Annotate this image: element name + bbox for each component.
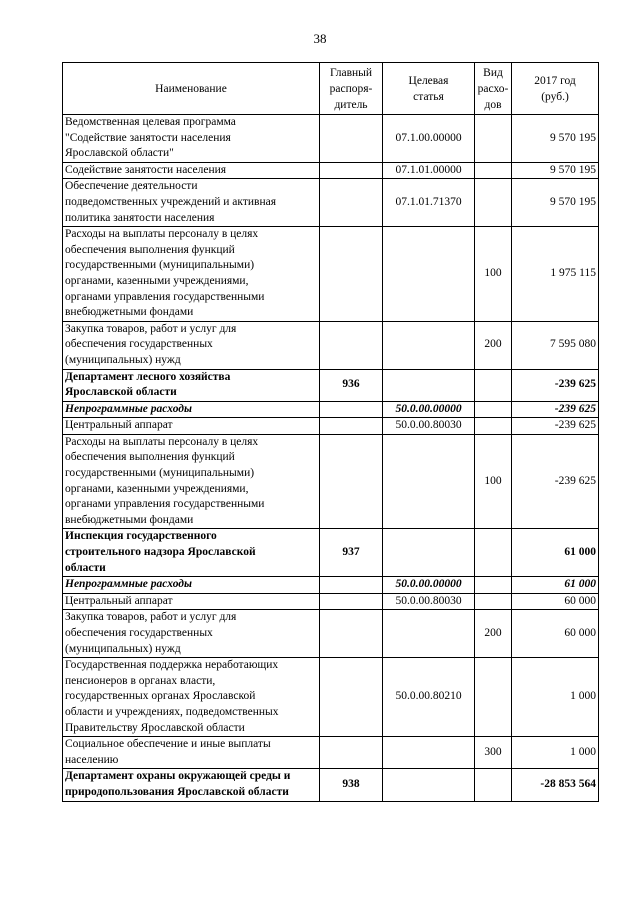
- amount-cell: 61 000: [512, 529, 599, 577]
- name-cell: Непрограммные расходы: [63, 577, 320, 594]
- budget-table: [62, 62, 599, 802]
- table-row: [63, 577, 599, 594]
- ga-cell: 937: [320, 529, 383, 577]
- vr-cell: [475, 769, 512, 801]
- table-body: [63, 115, 599, 802]
- amount-cell: 61 000: [512, 577, 599, 594]
- cs-cell: 07.1.01.00000: [383, 162, 475, 179]
- cs-cell: 07.1.01.71370: [383, 179, 475, 227]
- amount-cell: 1 000: [512, 737, 599, 769]
- ga-cell: [320, 227, 383, 322]
- table-row: [63, 434, 599, 529]
- cs-cell: 50.0.00.00000: [383, 577, 475, 594]
- table-row: [63, 115, 599, 163]
- name-cell: Расходы на выплаты персоналу в целях обеспечения выполнения функций государственными (муниципальными) органами, казенными учреждениями, органами управления государственными внебюджетными фондами: [63, 434, 320, 529]
- header-ga: Главный распоря- дитель: [320, 63, 383, 115]
- table-row: [63, 227, 599, 322]
- table-row: [63, 369, 599, 401]
- vr-cell: [475, 593, 512, 610]
- table-row: [63, 418, 599, 435]
- cs-cell: [383, 434, 475, 529]
- cs-cell: 07.1.00.00000: [383, 115, 475, 163]
- name-cell: Социальное обеспечение и иные выплаты населению: [63, 737, 320, 769]
- vr-cell: 200: [475, 321, 512, 369]
- name-cell: Инспекция государственного строительного надзора Ярославской области: [63, 529, 320, 577]
- amount-cell: -28 853 564: [512, 769, 599, 801]
- cs-cell: [383, 321, 475, 369]
- ga-cell: [320, 658, 383, 737]
- name-cell: Государственная поддержка неработающих пенсионеров в органах власти, государственных органах Ярославской области и учреждениях, подведомственных Правительству Ярославской области: [63, 658, 320, 737]
- header-cs: Целевая статья: [383, 63, 475, 115]
- vr-cell: [475, 577, 512, 594]
- table-row: [63, 179, 599, 227]
- table-row: [63, 321, 599, 369]
- header-row: [63, 63, 599, 115]
- vr-cell: [475, 529, 512, 577]
- name-cell: Ведомственная целевая программа "Содействие занятости населения Ярославской области": [63, 115, 320, 163]
- vr-cell: [475, 369, 512, 401]
- table-row: [63, 162, 599, 179]
- cs-cell: [383, 769, 475, 801]
- table-row: [63, 737, 599, 769]
- name-cell: Обеспечение деятельности подведомственных учреждений и активная политика занятости населения: [63, 179, 320, 227]
- amount-cell: -239 625: [512, 418, 599, 435]
- cs-cell: 50.0.00.80030: [383, 593, 475, 610]
- ga-cell: [320, 434, 383, 529]
- vr-cell: [475, 162, 512, 179]
- amount-cell: -239 625: [512, 434, 599, 529]
- name-cell: Непрограммные расходы: [63, 401, 320, 418]
- header-vr: Вид расхо- дов: [475, 63, 512, 115]
- amount-cell: -239 625: [512, 369, 599, 401]
- name-cell: Департамент охраны окружающей среды и природопользования Ярославской области: [63, 769, 320, 801]
- name-cell: Центральный аппарат: [63, 593, 320, 610]
- table-row: [63, 593, 599, 610]
- ga-cell: [320, 321, 383, 369]
- ga-cell: [320, 179, 383, 227]
- ga-cell: [320, 577, 383, 594]
- vr-cell: 100: [475, 434, 512, 529]
- table-row: [63, 529, 599, 577]
- ga-cell: [320, 737, 383, 769]
- name-cell: Закупка товаров, работ и услуг для обеспечения государственных (муниципальных) нужд: [63, 321, 320, 369]
- name-cell: Расходы на выплаты персоналу в целях обеспечения выполнения функций государственными (муниципальными) органами, казенными учреждениями, органами управления государственными внебюджетными фондами: [63, 227, 320, 322]
- cs-cell: 50.0.00.80210: [383, 658, 475, 737]
- amount-cell: 9 570 195: [512, 179, 599, 227]
- table-row: [63, 769, 599, 801]
- page-number: 38: [313, 31, 327, 46]
- amount-cell: 1 000: [512, 658, 599, 737]
- amount-cell: -239 625: [512, 401, 599, 418]
- cs-cell: 50.0.00.80030: [383, 418, 475, 435]
- header-name: Наименование: [63, 63, 320, 115]
- ga-cell: [320, 115, 383, 163]
- name-cell: Департамент лесного хозяйства Ярославской области: [63, 369, 320, 401]
- ga-cell: [320, 162, 383, 179]
- amount-cell: 1 975 115: [512, 227, 599, 322]
- vr-cell: [475, 418, 512, 435]
- vr-cell: [475, 658, 512, 737]
- name-cell: Закупка товаров, работ и услуг для обеспечения государственных (муниципальных) нужд: [63, 610, 320, 658]
- amount-cell: 7 595 080: [512, 321, 599, 369]
- vr-cell: 300: [475, 737, 512, 769]
- cs-cell: [383, 227, 475, 322]
- cs-cell: [383, 369, 475, 401]
- amount-cell: 60 000: [512, 593, 599, 610]
- table-row: [63, 658, 599, 737]
- vr-cell: 200: [475, 610, 512, 658]
- cs-cell: [383, 610, 475, 658]
- ga-cell: [320, 418, 383, 435]
- name-cell: Центральный аппарат: [63, 418, 320, 435]
- ga-cell: 936: [320, 369, 383, 401]
- name-cell: Содействие занятости населения: [63, 162, 320, 179]
- ga-cell: [320, 401, 383, 418]
- cs-cell: [383, 529, 475, 577]
- amount-cell: 9 570 195: [512, 162, 599, 179]
- ga-cell: [320, 610, 383, 658]
- cs-cell: 50.0.00.00000: [383, 401, 475, 418]
- vr-cell: [475, 179, 512, 227]
- amount-cell: 60 000: [512, 610, 599, 658]
- vr-cell: [475, 401, 512, 418]
- vr-cell: [475, 115, 512, 163]
- vr-cell: 100: [475, 227, 512, 322]
- table-row: [63, 610, 599, 658]
- amount-cell: 9 570 195: [512, 115, 599, 163]
- header-amount: 2017 год (руб.): [512, 63, 599, 115]
- table-row: [63, 401, 599, 418]
- ga-cell: [320, 593, 383, 610]
- cs-cell: [383, 737, 475, 769]
- ga-cell: 938: [320, 769, 383, 801]
